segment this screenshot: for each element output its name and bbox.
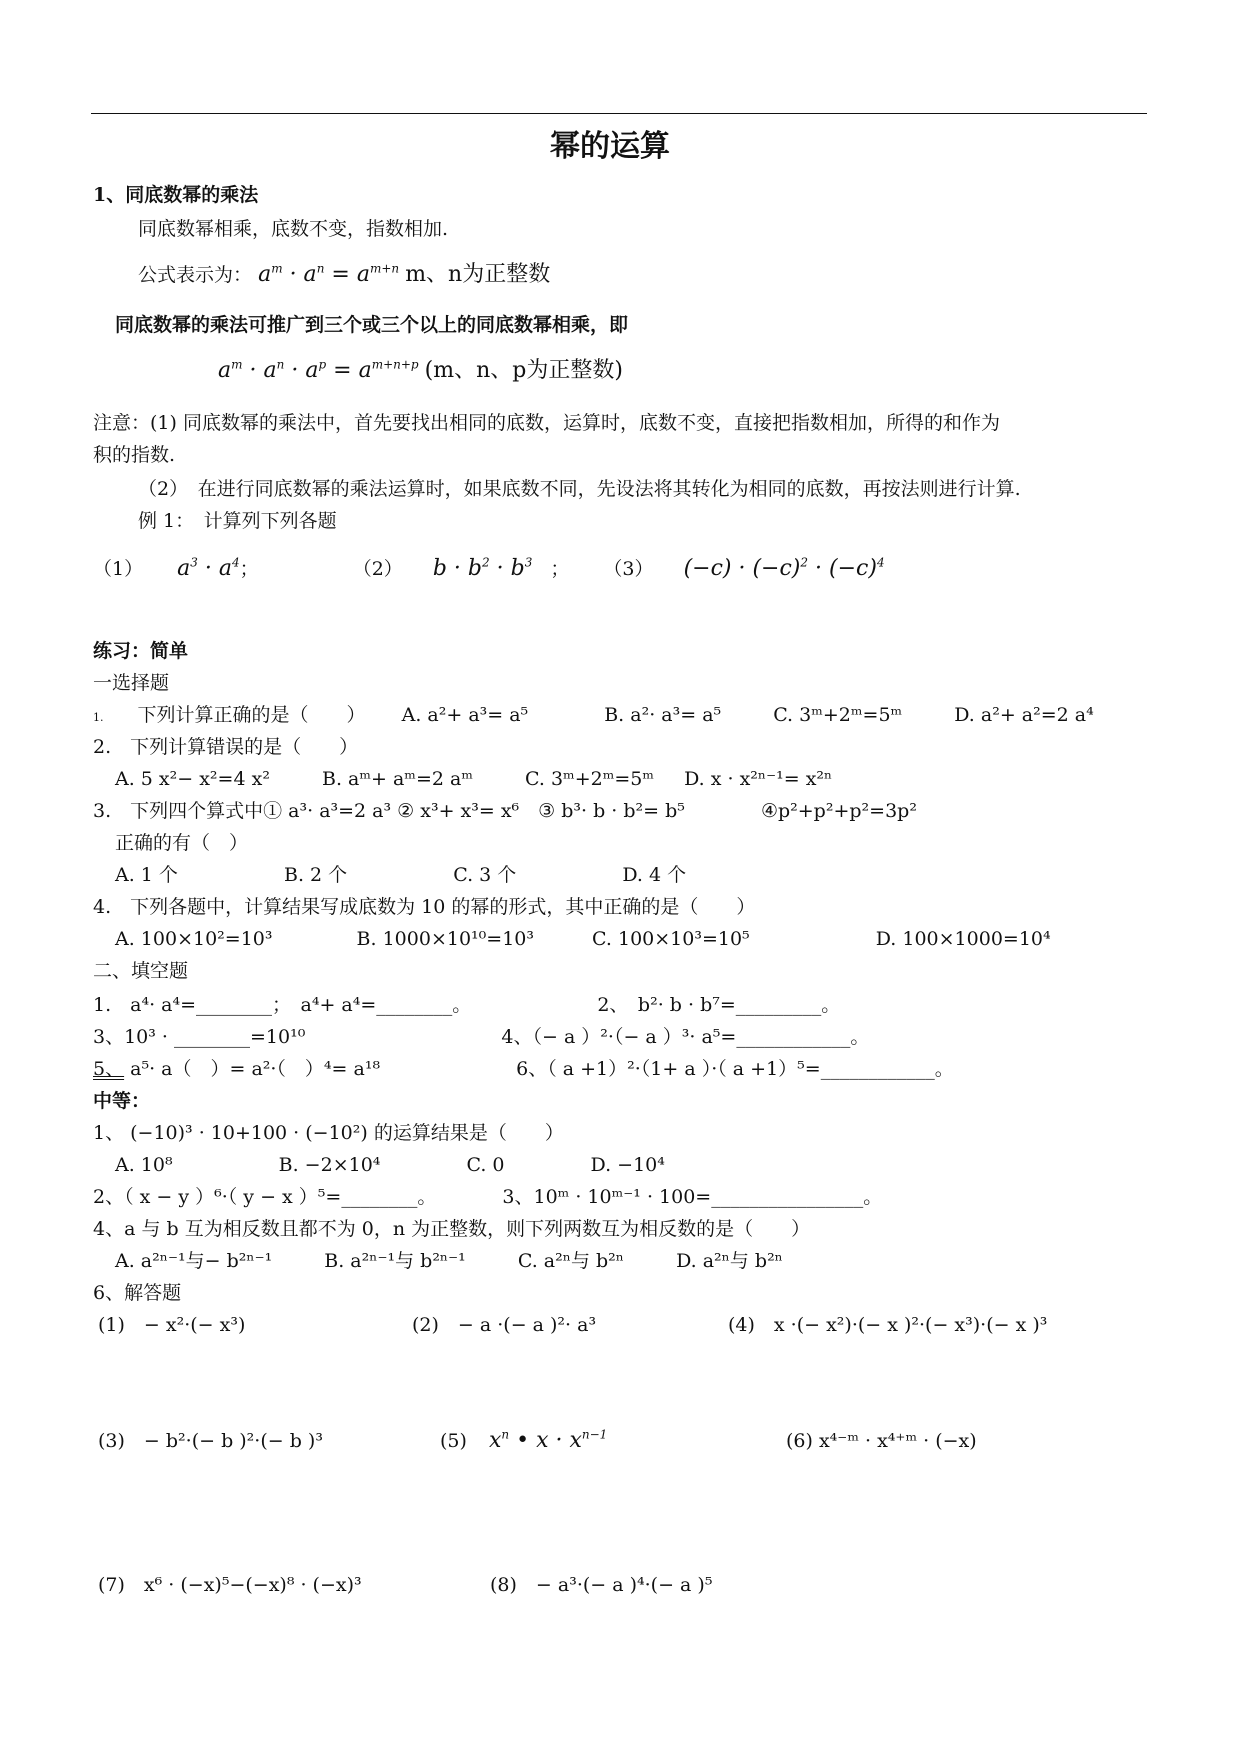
option-d: D. x · x²ⁿ⁻¹= x²ⁿ	[684, 768, 833, 790]
option-c: C. 3 个	[453, 864, 517, 886]
option-d: D. 4 个	[622, 864, 687, 886]
option-a: A. a²+ a³= a⁵	[401, 704, 529, 726]
medium-heading: 中等：	[93, 1090, 151, 1112]
problem-3: (3) − b²·(− b )²·(− b )³	[98, 1430, 323, 1452]
example-3-expression: $(-c) \cdot (-c)^2 \cdot (-c)^4$	[683, 555, 885, 581]
fill-row-1	[93, 996, 840, 1015]
fill-3: 3、10³ · ________=10¹⁰	[93, 1026, 306, 1048]
option-b: B. 2 个	[283, 864, 348, 886]
example-1-expression: $a^3 \cdot a^4$	[177, 555, 240, 581]
problem-5	[440, 1427, 608, 1453]
section-heading: 1、同底数幂的乘法	[93, 184, 259, 206]
example-3-label: （3）	[603, 558, 654, 580]
option-d: D. 100×1000=10⁴	[875, 928, 1051, 950]
example-row	[93, 555, 885, 581]
medium-question-3: 3、10ᵐ · 10ᵐ⁻¹ · 100=________________。	[502, 1186, 883, 1208]
fill-1: 1. a⁴· a⁴=________； a⁴+ a⁴=________。	[93, 994, 472, 1016]
fill-2: 2、 b²· b · b⁷=_________。	[597, 994, 841, 1016]
question-text: 3. 下列四个算式中① a³· a³=2 a³ ② x³+ x³= x⁶ ③ b³· b · b²= b⁵	[93, 800, 685, 822]
statement-4: ④p²+p²+p²=3p²	[760, 800, 917, 822]
formula-tail: m、n为正整数	[405, 262, 551, 287]
problem-7: (7) x⁶ · (−x)⁵−(−x)⁸ · (−x)³	[98, 1574, 362, 1596]
note-2: （2） 在进行同底数幂的乘法运算时，如果底数不同，先设法将其转化为相同的底数，再按法则进行计算.	[138, 478, 1021, 500]
formula2-line	[218, 357, 623, 383]
formula-label: 公式表示为：	[138, 264, 253, 286]
fill-5-label: 5、	[93, 1058, 125, 1080]
option-b: B. a²· a³= a⁵	[604, 704, 722, 726]
question-1	[93, 706, 1094, 725]
question-4: 4. 下列各题中，计算结果写成底数为 10 的幂的形式，其中正确的是（ ）	[93, 896, 756, 918]
medium-question-1: 1、 (−10)³ · 10+100 · (−10²) 的运算结果是（ ）	[93, 1122, 564, 1144]
question-3-options	[115, 866, 686, 885]
problem-1: (1) − x²·(− x³)	[98, 1314, 246, 1336]
question-number: 1.	[93, 711, 104, 724]
separator: ；	[550, 558, 570, 580]
example-2-label: （2）	[352, 558, 403, 580]
medium-question-2: 2、（ x − y ）⁶·（ y − x ）⁵=________。	[93, 1186, 437, 1208]
note-1a: 注意：(1) 同底数幂的乘法中，首先要找出相同的底数，运算时，底数不变，直接把指数相加，所得的和作为	[93, 412, 1000, 434]
fill-row-2	[93, 1028, 869, 1047]
option-a: A. 1 个	[115, 864, 178, 886]
option-c: C. 3ᵐ+2ᵐ=5ᵐ	[525, 768, 655, 790]
problem-8: (8) − a³·(− a )⁴·(− a )⁵	[490, 1574, 713, 1596]
medium-row-2	[93, 1188, 882, 1207]
example-title: 例 1： 计算列下列各题	[138, 510, 337, 532]
rule-text: 同底数幂相乘，底数不变，指数相加.	[138, 218, 449, 240]
question-4-options	[115, 930, 1051, 949]
extend-text: 同底数幂的乘法可推广到三个或三个以上的同底数幂相乘，即	[115, 314, 629, 336]
example-2-expression: $b \cdot b^2 \cdot b^3$	[432, 555, 533, 581]
option-a: A. 5 x²− x²=4 x²	[115, 768, 270, 790]
header-rule	[91, 113, 1147, 114]
fill-5: a⁵· a（ ）= a²·（ ）⁴= a¹⁸	[130, 1058, 381, 1080]
option-a: A. 10⁸	[115, 1154, 173, 1176]
option-a: A. a²ⁿ⁻¹与− b²ⁿ⁻¹	[115, 1250, 273, 1272]
example-1-label: （1）	[93, 558, 144, 580]
option-b: B. 1000×10¹⁰=10³	[356, 928, 534, 950]
medium-question-1-options	[115, 1156, 665, 1175]
option-b: B. a²ⁿ⁻¹与 b²ⁿ⁻¹	[324, 1250, 466, 1272]
option-d: D. −10⁴	[590, 1154, 665, 1176]
fill-row-3	[93, 1060, 954, 1079]
option-d: D. a²ⁿ与 b²ⁿ	[676, 1250, 783, 1272]
option-d: D. a²+ a²=2 a⁴	[954, 704, 1094, 726]
question-2: 2. 下列计算错误的是（ ）	[93, 736, 359, 758]
option-c: C. 3ᵐ+2ᵐ=5ᵐ	[773, 704, 903, 726]
option-c: C. 100×10³=10⁵	[592, 928, 750, 950]
problem-5-label: (5)	[440, 1430, 467, 1452]
question-3-tail: 正确的有（ ）	[115, 832, 249, 854]
practice-heading: 练习：简单	[93, 640, 189, 662]
question-text: 下列计算正确的是（ ）	[137, 704, 366, 726]
note-1b: 积的指数.	[93, 444, 176, 466]
formula2-tail: (m、n、p为正整数)	[424, 358, 623, 383]
option-c: C. a²ⁿ与 b²ⁿ	[517, 1250, 625, 1272]
answer-heading: 6、解答题	[93, 1282, 182, 1304]
formula2-expression: $a^m \cdot a^n \cdot a^p = a^{m+n+p}$	[218, 357, 419, 383]
question-3	[93, 802, 917, 821]
problem-6: (6) x⁴⁻ᵐ · x⁴⁺ᵐ · (−x)	[786, 1430, 977, 1452]
option-c: C. 0	[466, 1154, 505, 1176]
choice-heading: 一选择题	[93, 672, 170, 694]
option-b: B. −2×10⁴	[278, 1154, 381, 1176]
formula-expression: $a^m \cdot a^n = a^{m+n}$	[258, 261, 400, 287]
problem-2: (2) − a ·(− a )²· a³	[412, 1314, 597, 1336]
page-title: 幂的运算	[550, 129, 670, 164]
fill-heading: 二、填空题	[93, 960, 189, 982]
fill-6: 6、（ a +1）²·（1+ a ）·（ a +1）⁵=____________。	[516, 1058, 954, 1080]
option-a: A. 100×10²=10³	[115, 928, 273, 950]
medium-question-4-options	[115, 1252, 783, 1271]
option-b: B. aᵐ+ aᵐ=2 aᵐ	[321, 768, 473, 790]
question-2-options	[115, 770, 832, 789]
problem-5-expression: $x^n$ • $x \cdot x^{n-1}$	[488, 1427, 608, 1453]
medium-question-4: 4、a 与 b 互为相反数且都不为 0，n 为正整数，则下列两数互为相反数的是（ ）	[93, 1218, 811, 1240]
problem-4: (4) x ·(− x²)·(− x )²·(− x³)·(− x )³	[728, 1314, 1048, 1336]
formula-line	[138, 261, 551, 287]
separator: ；	[239, 558, 259, 580]
fill-4: 4、（− a ）²·（− a ）³· a⁵=____________。	[501, 1026, 870, 1048]
